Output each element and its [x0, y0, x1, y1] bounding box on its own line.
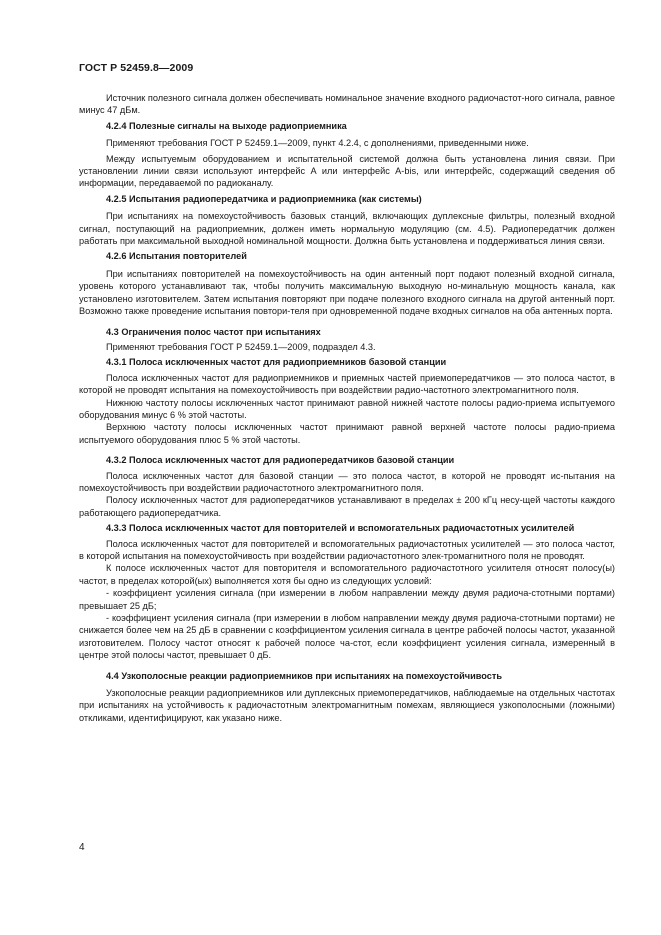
paragraph: Верхнюю частоту полосы исключенных частот принимают равной верхней частоте полосы радио-приема испытуемого оборудования плюс 5 % этой частоты. — [79, 422, 615, 445]
paragraph: Источник полезного сигнала должен обеспечивать номинальное значение входного радиочастот-ного сигнала, равное минус 47 дБм. — [79, 93, 615, 116]
paragraph: Полоса исключенных частот для радиоприемников и приемных частей приемопередатчиков — это полоса частот, в которой не проводят испытания на помехоустойчивость при воздействии радио-частотного электромагнитного поля. — [79, 372, 615, 396]
paragraph: Применяют требования ГОСТ Р 52459.1—2009, подраздел 4.3. — [106, 341, 376, 352]
section-heading-4-3: 4.3 Ограничения полос частот при испытаниях — [106, 326, 321, 337]
list-item: - коэффициент усиления сигнала (при измерении в любом направлении между двумя радиоча-стотными портами) превышает 25 дБ; — [79, 588, 615, 611]
section-heading-4-2-6: 4.2.6 Испытания повторителей — [106, 251, 247, 262]
page-number: 4 — [79, 842, 85, 853]
paragraph: Нижнюю частоту полосы исключенных частот принимают равной нижней частоте полосы радио-приема испытуемого оборудования минус 6 % этой частоты. — [79, 397, 615, 420]
document-body — [79, 92, 615, 724]
paragraph: Полоса исключенных частот для повторителей и вспомогательных радиочастотных усилителей — это полоса частот, в которой испытания на помехоустойчивость при воздействии радиочастотного элек-тромагнитного поля не проводят. — [79, 538, 615, 561]
paragraph: Полоса исключенных частот для базовой станции — это полоса частот, в которой не проводят ис-пытания на помехоустойчивость при воздействии радиочастотного электромагнитного поля. — [79, 470, 615, 493]
paragraph: При испытаниях на помехоустойчивость базовых станций, включающих дуплексные фильтры, полезный входной сигнал, поступающий на радиоприемник, должен иметь нормальную модуляцию (см. 4.5). Радиопередатчик должен работать при максимальной выходной номинальной мощности. Должна быть установлена и поддерживаться линия связи. — [79, 211, 615, 247]
section-heading-4-2-4: 4.2.4 Полезные сигналы на выходе радиоприемника — [106, 120, 347, 131]
paragraph: Полосу исключенных частот для радиопередатчиков устанавливают в пределах ± 200 кГц несу-щей частоты каждого работающего радиопередатчика. — [79, 495, 615, 518]
section-heading-4-4: 4.4 Узкополосные реакции радиоприемников при испытаниях на помехоустойчивость — [106, 670, 503, 681]
section-heading-4-3-2: 4.3.2 Полоса исключенных частот для радиопередатчиков базовой станции — [106, 455, 455, 466]
section-heading-4-2-5: 4.2.5 Испытания радиопередатчика и радиоприемника (как системы) — [106, 193, 422, 204]
paragraph: Узкополосные реакции радиоприемников или дуплексных приемопередатчиков, наблюдаемые на отдельных частотах при испытаниях на устойчивость к радиочастотным электромагнитным помехам, являющиеся узкополосными (ложными) откликами, идентифицируют, как указано ниже. — [79, 688, 615, 723]
section-heading-4-3-3: 4.3.3 Полоса исключенных частот для повторителей и вспомогательных радиочастотных усилителей — [106, 523, 575, 534]
paragraph: Применяют требования ГОСТ Р 52459.1—2009, пункт 4.2.4, с дополнениями, приведенными ниже. — [106, 138, 529, 149]
paragraph: При испытаниях повторителей на помехоустойчивость на один антенный порт подают полезный входной сигнала, уровень которого устанавливают так, чтобы получить максимальную выходную но-минальную мощность канала, как установлено изготовителем. Затем испытания повторяют при подаче полезного входного сигнала на другой антенный порт. Возможно также проведение испытания повтори-теля при одновременной подаче входных сигналов на оба антенных порта. — [79, 268, 615, 317]
paragraph: К полосе исключенных частот для повторителя и вспомогательного радиочастотного усилителя относят полосу(ы) частот, в пределах которой(ых) выполняется хотя бы одно из следующих условий: — [79, 563, 615, 586]
paragraph: Между испытуемым оборудованием и испытательной системой должна быть установлена линия связи. При установлении линии связи используют интерфейс А или интерфейс A-bis, или интерфейс, содержащий сведения об информации, передаваемой по радиоканалу. — [79, 153, 615, 189]
document-header: ГОСТ Р 52459.8—2009 — [79, 62, 194, 74]
section-heading-4-3-1: 4.3.1 Полоса исключенных частот для радиоприемников базовой станции — [106, 357, 447, 368]
list-item: - коэффициент усиления сигнала (при измерении в любом направлении между двумя радиоча-стотными портами) не снижается более чем на 25 дБ в сравнении с коэффициентом усиления сигнала в центре рабочей полосы частот, указанной изготовителем. Полосу частот относят к рабочей полосе ча-стот, если коэффициент усиления сигнала, измеренный в центре этой полосы частот, превышает 0 дБ. — [79, 613, 615, 661]
